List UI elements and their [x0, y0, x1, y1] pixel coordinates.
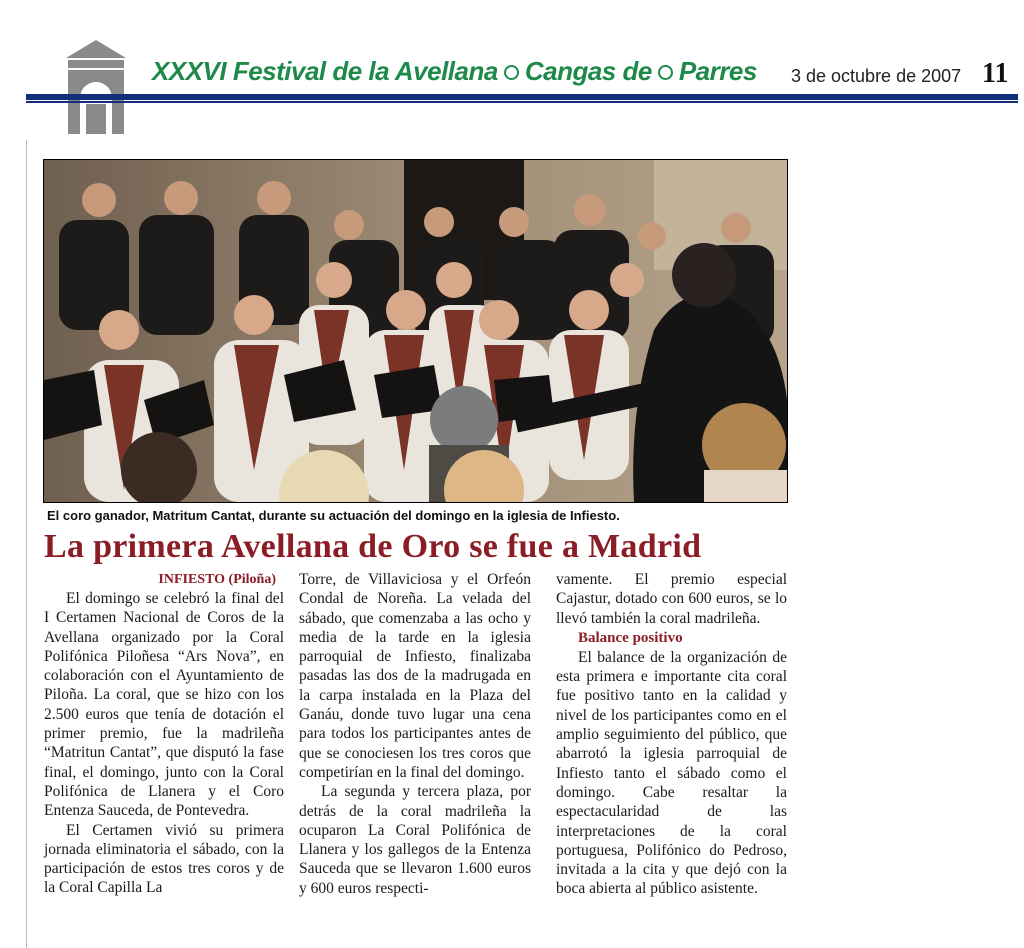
dateline: INFIESTO (Piloña) — [158, 572, 276, 587]
article-headline: La primera Avellana de Oro se fue a Madrid — [44, 528, 702, 565]
article-paragraph: La segunda y tercera plaza, por detrás de la coral madrileña la ocuparon La Coral Polifónica de Llanera y los gallegos de la Entenza Sauceda que se llevaron 1.600 euros y 600 euros respecti- — [299, 783, 531, 897]
circle-separator-icon — [504, 65, 519, 80]
article-column-3 — [556, 570, 787, 899]
article-paragraph: El balance de la organización de esta primera e importante cita coral fue positivo tanto en la calidad y nivel de los participantes como en el amplio seguimiento del público, que abarrotó la iglesia parroquial de Infiesto tanto el sábado como el domingo. Cabe resaltar la espectacularidad de las interpretaciones de la coral portuguesa, Polifónico do Pedroso, invitada a la cita y que dejó con la boca abierta al público asistente. — [556, 648, 787, 898]
article-paragraph: Torre, de Villaviciosa y el Orfeón Condal de Noreña. La velada del sábado, que comenzaba a las ocho y media de la tarde en la iglesia parroquial de Infiesto, finalizaba pasadas las dos de la madrugada en la carpa instalada en la Plaza del Ganáu, donde tuvo lugar una cena para todos los participantes antes de que se conociesen los tres coros que competirían en la final del domingo. — [299, 571, 531, 781]
page-number: 11 — [982, 58, 1009, 89]
article-column-2 — [299, 570, 531, 898]
choir-photo — [43, 159, 788, 503]
building-arch-icon — [66, 40, 126, 134]
article-column-1 — [44, 570, 284, 898]
margin-rule — [26, 140, 27, 948]
header-rule-thin — [26, 101, 1018, 103]
section-title — [152, 56, 757, 87]
article-subhead: Balance positivo — [578, 629, 683, 646]
section-title-festival: XXXVI Festival de la Avellana — [152, 56, 498, 86]
header-rule — [26, 94, 1018, 100]
section-title-parres: Parres — [678, 56, 757, 86]
issue-date: 3 de octubre de 2007 — [791, 66, 962, 86]
section-title-town: Cangas de — [524, 56, 652, 86]
photo-caption: El coro ganador, Matritum Cantat, durante su actuación del domingo en la iglesia de Infiesto. — [47, 508, 620, 523]
article-paragraph: El Certamen vivió su primera jornada eliminatoria el sábado, con la participación de estos tres coros y de la Coral Capilla La — [44, 821, 284, 897]
article-paragraph: vamente. El premio especial Cajastur, dotado con 600 euros, se lo llevó también la coral madrileña. — [556, 571, 787, 627]
circle-separator-icon — [658, 65, 673, 80]
article-paragraph: El domingo se celebró la final del I Certamen Nacional de Coros de la Avellana organizado por la Coral Polifónica Piloñesa “Ars Nova”, en colaboración con el Ayuntamiento de Piloña. La coral, que se hizo con los 2.500 euros que tenía de dotación el primer premio, fue la madrileña “Matritun Cantat”, que disputó la fase final, el domingo, junto con la Coral Polifónica de Llanera y el Coro Entenza Sauceda, de Pontevedra. — [44, 590, 284, 820]
choir-photo-illustration — [44, 160, 787, 502]
